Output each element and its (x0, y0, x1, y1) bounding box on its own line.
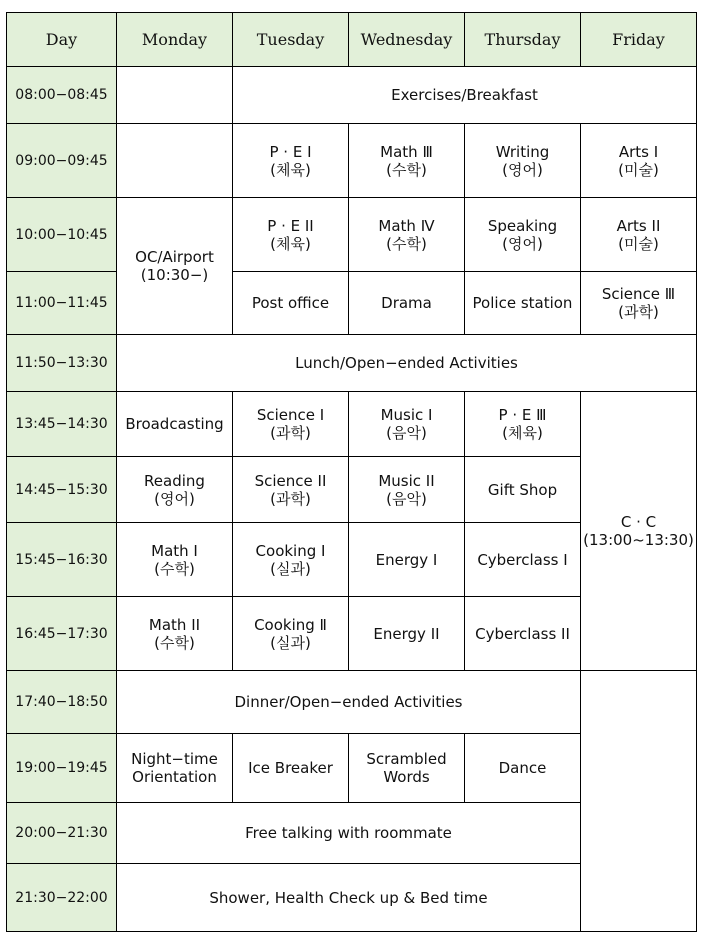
table-row (7, 67, 697, 124)
header-friday: Friday (581, 13, 697, 67)
activity-cell (349, 124, 465, 198)
activity-cell (465, 198, 581, 272)
table-row (7, 124, 697, 198)
activity-cell (465, 392, 581, 457)
time-cell: 16:45−17:30 (7, 597, 117, 671)
activity-cell (233, 124, 349, 198)
activity-subject: (과학) (270, 424, 311, 442)
activity-subject: Orientation (132, 768, 217, 786)
activity-cell (233, 198, 349, 272)
activity-subject: (13:00~13:30) (583, 531, 694, 549)
time-cell: 20:00−21:30 (7, 803, 117, 864)
time-cell: 13:45−14:30 (7, 392, 117, 457)
time-cell: 15:45−16:30 (7, 523, 117, 597)
activity-cell (349, 457, 465, 523)
time-cell: 10:00−10:45 (7, 198, 117, 272)
activity-cell (581, 272, 697, 335)
activity-cell (581, 392, 697, 671)
activity-subject: (실과) (270, 633, 311, 652)
time-cell: 14:45−15:30 (7, 457, 117, 523)
activity-cell: Dinner/Open−ended Activities (117, 671, 581, 734)
activity-subject: (수학) (154, 559, 195, 578)
activity-cell (233, 392, 349, 457)
time-cell: 08:00−08:45 (7, 67, 117, 124)
header-row (7, 13, 697, 67)
activity-title: Music II (378, 471, 435, 490)
table-row (7, 335, 697, 392)
table-row (7, 671, 697, 734)
activity-title: Cooking Ⅱ (254, 615, 327, 634)
time-cell: 19:00−19:45 (7, 734, 117, 803)
activity-subject: (실과) (270, 559, 311, 578)
activity-subject: (체육) (270, 160, 311, 179)
activity-cell (233, 597, 349, 671)
activity-cell (117, 597, 233, 671)
activity-title: Scrambled (366, 750, 447, 768)
activity-cell (233, 457, 349, 523)
activity-title: Cooking I (255, 541, 326, 560)
activity-title: Music I (380, 406, 433, 424)
activity-cell: Drama (349, 272, 465, 335)
activity-cell: Exercises/Breakfast (233, 67, 697, 124)
activity-subject: (과학) (618, 303, 659, 321)
activity-cell (581, 124, 697, 198)
activity-title: C · C (620, 513, 657, 531)
activity-title: Science I (256, 406, 325, 424)
activity-cell (581, 198, 697, 272)
activity-title: P · E II (267, 216, 314, 235)
activity-subject: (영어) (154, 489, 195, 508)
empty-cell (581, 671, 697, 932)
activity-cell: Police station (465, 272, 581, 335)
header-wednesday: Wednesday (349, 13, 465, 67)
time-cell: 11:00−11:45 (7, 272, 117, 335)
activity-subject: (영어) (502, 234, 543, 253)
activity-cell: Lunch/Open−ended Activities (117, 335, 697, 392)
activity-subject: (미술) (618, 234, 659, 253)
activity-title: Night−time (131, 750, 218, 768)
activity-cell: Cyberclass II (465, 597, 581, 671)
activity-cell (349, 392, 465, 457)
activity-subject: (10:30−) (140, 266, 209, 284)
activity-cell: Free talking with roommate (117, 803, 581, 864)
activity-title: Math Ⅲ (380, 142, 433, 161)
activity-title: Math Ⅳ (378, 216, 435, 235)
header-tuesday: Tuesday (233, 13, 349, 67)
activity-subject: (수학) (386, 234, 427, 253)
activity-cell: Dance (465, 734, 581, 803)
activity-cell (117, 523, 233, 597)
header-monday: Monday (117, 13, 233, 67)
activity-title: Reading (144, 471, 205, 490)
activity-cell (117, 198, 233, 335)
activity-title: Math I (151, 541, 198, 560)
table-row (7, 272, 697, 335)
activity-subject: (체육) (502, 424, 543, 442)
empty-cell (117, 67, 233, 124)
activity-cell: Gift Shop (465, 457, 581, 523)
activity-cell: Shower, Health Check up & Bed time (117, 864, 581, 932)
activity-title: P · E I (269, 142, 312, 161)
activity-subject: (수학) (154, 633, 195, 652)
activity-cell: Cyberclass I (465, 523, 581, 597)
activity-subject: (미술) (618, 160, 659, 179)
activity-cell (465, 124, 581, 198)
activity-cell: Broadcasting (117, 392, 233, 457)
schedule-table (6, 12, 697, 932)
empty-cell (117, 124, 233, 198)
activity-subject: (체육) (270, 234, 311, 253)
table-row (7, 392, 697, 457)
time-cell: 17:40−18:50 (7, 671, 117, 734)
activity-subject: (수학) (386, 160, 427, 179)
activity-title: Writing (495, 142, 550, 161)
activity-cell (349, 734, 465, 803)
activity-cell: Post office (233, 272, 349, 335)
time-cell: 09:00−09:45 (7, 124, 117, 198)
header-thursday: Thursday (465, 13, 581, 67)
activity-subject: Words (383, 768, 430, 786)
time-cell: 21:30−22:00 (7, 864, 117, 932)
activity-cell (117, 457, 233, 523)
activity-cell (117, 734, 233, 803)
activity-title: Science Ⅲ (601, 285, 676, 303)
activity-cell (233, 523, 349, 597)
table-row (7, 198, 697, 272)
activity-cell (349, 198, 465, 272)
activity-cell: Energy II (349, 597, 465, 671)
activity-title: Math II (148, 615, 201, 634)
activity-title: P · E Ⅲ (498, 406, 547, 424)
activity-title: Arts II (616, 216, 661, 235)
activity-cell: Ice Breaker (233, 734, 349, 803)
header-day: Day (7, 13, 117, 67)
activity-title: OC/Airport (135, 248, 214, 266)
activity-subject: (음악) (386, 424, 427, 442)
activity-subject: (영어) (502, 160, 543, 179)
activity-subject: (음악) (386, 489, 427, 508)
activity-title: Science II (254, 471, 327, 490)
time-cell: 11:50−13:30 (7, 335, 117, 392)
activity-title: Arts I (618, 142, 659, 161)
activity-title: Speaking (487, 216, 558, 235)
activity-subject: (과학) (270, 489, 311, 508)
activity-cell: Energy I (349, 523, 465, 597)
